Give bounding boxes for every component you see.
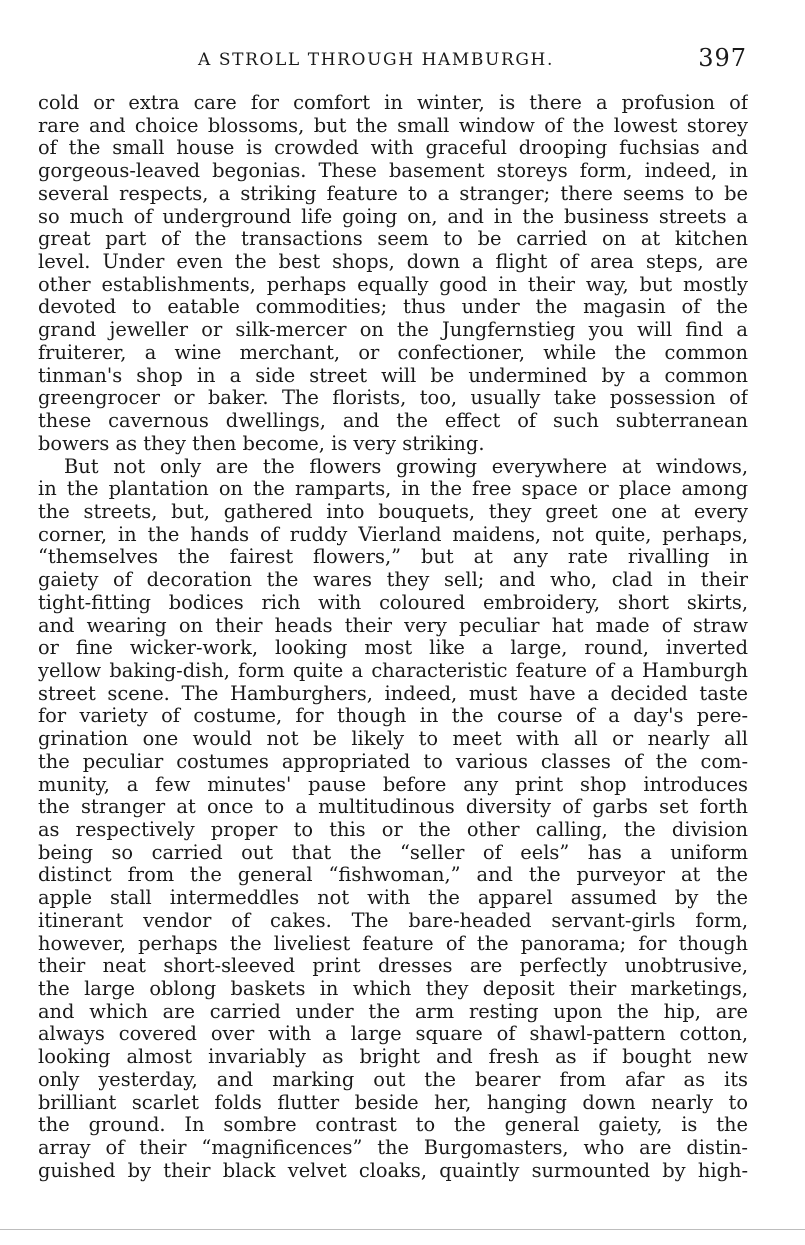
text-line: greengrocer or baker. The florists, too, usually take possession of (38, 387, 748, 410)
text-line: distinct from the general “fishwoman,” and the purveyor at the (38, 864, 748, 887)
text-line: tinman's shop in a side street will be undermined by a common (38, 364, 748, 387)
page-number: 397 (698, 44, 747, 72)
text-line: devoted to eatable commodities; thus under the magasin of the (38, 296, 748, 319)
text-line: guished by their black velvet cloaks, quaintly surmounted by high- (38, 1159, 748, 1182)
text-line: and wearing on their heads their very peculiar hat made of straw (38, 614, 748, 637)
text-line: fruiterer, a wine merchant, or confectioner, while the common (38, 341, 748, 364)
text-line: other establishments, perhaps equally good in their way, but mostly (38, 273, 748, 296)
text-line: apple stall intermeddles not with the apparel assumed by the (38, 887, 748, 910)
text-line: gaiety of decoration the wares they sell; and who, clad in their (38, 569, 748, 592)
text-line: so much of underground life going on, and in the business streets a (38, 205, 748, 228)
text-line: the peculiar costumes appropriated to various classes of the com- (38, 750, 748, 773)
page-header (40, 44, 755, 74)
text-line: But not only are the flowers growing everywhere at windows, (64, 455, 748, 478)
running-title: A STROLL THROUGH HAMBURGH. (198, 50, 554, 70)
text-line: looking almost invariably as bright and fresh as if bought new (38, 1046, 748, 1069)
text-line: in the plantation on the ramparts, in the free space or place among (38, 478, 748, 501)
text-line: however, perhaps the liveliest feature of the panorama; for though (38, 932, 748, 955)
text-line: always covered over with a large square of shawl-pattern cotton, (38, 1023, 748, 1046)
text-line: being so carried out that the “seller of eels” has a uniform (38, 841, 748, 864)
text-line: rare and choice blossoms, but the small window of the lowest storey (38, 114, 748, 137)
text-line: grand jeweller or silk-mercer on the Jungfernstieg you will find a (38, 319, 748, 342)
body-text (38, 92, 748, 1183)
text-line: array of their “magnificences” the Burgomasters, who are distin- (38, 1137, 748, 1160)
text-line: as respectively proper to this or the other calling, the division (38, 819, 748, 841)
text-line: or fine wicker-work, looking most like a large, round, inverted (38, 637, 748, 660)
text-line: several respects, a striking feature to a stranger; there seems to be (38, 182, 748, 205)
bottom-rule (0, 1229, 805, 1230)
text-line: munity, a few minutes' pause before any print shop introduces (38, 773, 748, 796)
text-line: level. Under even the best shops, down a flight of area steps, are (38, 251, 748, 274)
text-line: these cavernous dwellings, and the effect of such subterranean (38, 410, 748, 433)
text-line: great part of the transactions seem to be carried on at kitchen (38, 228, 748, 251)
text-line: cold or extra care for comfort in winter, is there a profusion of (38, 92, 748, 114)
text-line: the stranger at once to a multitudinous diversity of garbs set forth (38, 796, 748, 819)
text-line: grination one would not be likely to meet with all or nearly all (38, 728, 748, 751)
text-line: itinerant vendor of cakes. The bare-headed servant-girls form, (38, 909, 748, 932)
text-line: and which are carried under the arm resting upon the hip, are (38, 1000, 748, 1023)
text-line: corner, in the hands of ruddy Vierland maidens, not quite, perhaps, (38, 523, 748, 546)
text-line: the streets, but, gathered into bouquets, they greet one at every (38, 500, 748, 523)
text-line: yellow baking-dish, form quite a characteristic feature of a Hamburgh (38, 659, 748, 682)
text-line: only yesterday, and marking out the bearer from afar as its (38, 1068, 748, 1091)
text-line: “themselves the fairest flowers,” but at any rate rivalling in (38, 546, 748, 569)
text-line: the ground. In sombre contrast to the general gaiety, is the (38, 1114, 748, 1137)
text-line: their neat short-sleeved print dresses are perfectly unobtrusive, (38, 955, 748, 978)
text-line: bowers as they then become, is very striking. (38, 432, 485, 455)
text-line: brilliant scarlet folds flutter beside her, hanging down nearly to (38, 1091, 748, 1114)
text-line: for variety of costume, for though in the course of a day's pere- (38, 705, 748, 728)
text-line: street scene. The Hamburghers, indeed, must have a decided taste (38, 682, 748, 705)
text-line: gorgeous-leaved begonias. These basement storeys form, indeed, in (38, 160, 748, 183)
text-line: the large oblong baskets in which they deposit their marketings, (38, 978, 748, 1001)
text-line: tight-fitting bodices rich with coloured embroidery, short skirts, (38, 591, 748, 614)
text-line: of the small house is crowded with graceful drooping fuchsias and (38, 137, 748, 160)
